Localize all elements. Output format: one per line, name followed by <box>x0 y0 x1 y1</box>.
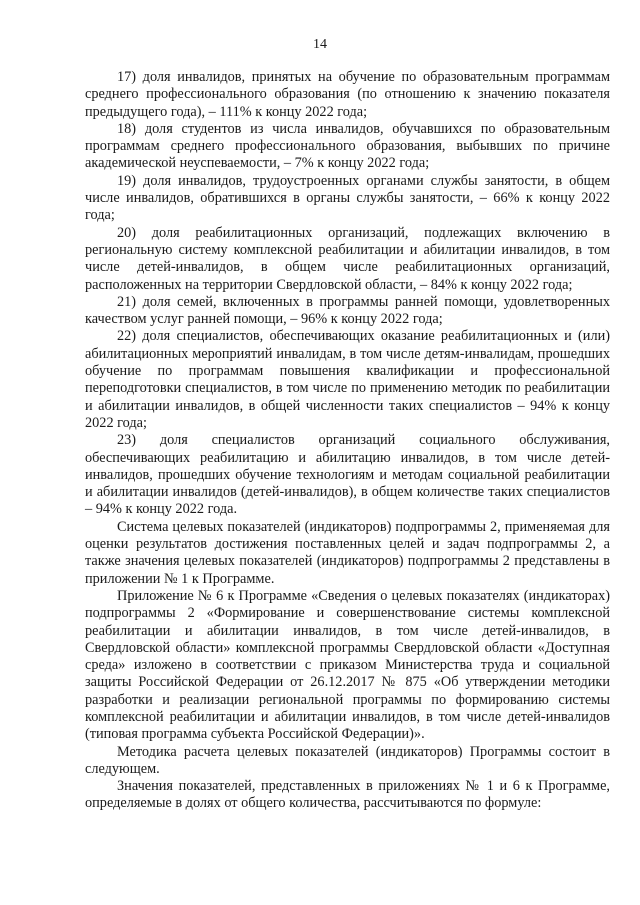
document-body <box>85 69 610 813</box>
paragraph-item-20: 20) доля реабилитационных организаций, подлежащих включению в региональную систему комплексной реабилитации и абилитации инвалидов, в том числе детей-инвалидов, в общем числе реабилитационных организаций, расположенных на территории Свердловской области, – 84% к концу 2022 года; <box>85 224 610 293</box>
paragraph-formula-intro: Значения показателей, представленных в приложениях № 1 и 6 к Программе, определяемые в долях от общего количества, рассчитываются по формуле: <box>85 778 610 812</box>
paragraph-indicator-system: Система целевых показателей (индикаторов) подпрограммы 2, применяемая для оценки результатов достижения поставленных целей и задач подпрограммы 2, а также значения целевых показателей (индикаторов) подпрограммы 2 представлены в приложении № 1 к Программе. <box>85 518 610 587</box>
paragraph-item-18: 18) доля студентов из числа инвалидов, обучавшихся по образовательным программам среднего профессионального образования, выбывших по причине академической неуспеваемости, – 7% к концу 2022 года; <box>85 120 610 172</box>
paragraph-methodology: Методика расчета целевых показателей (индикаторов) Программы состоит в следующем. <box>85 743 610 777</box>
paragraph-item-19: 19) доля инвалидов, трудоустроенных органами службы занятости, в общем числе инвалидов, обратившихся в органы службы занятости, – 66% к концу 2022 года; <box>85 172 610 224</box>
paragraph-item-23: 23) доля специалистов организаций социального обслуживания, обеспечивающих реабилитацию и абилитацию инвалидов, в том числе детей-инвалидов, прошедших обучение технологиям и методам социальной реабилитации и абилитации инвалидов (детей-инвалидов), в общем количестве таких специалистов – 94% к концу 2022 года. <box>85 432 610 518</box>
paragraph-appendix-6: Приложение № 6 к Программе «Сведения о целевых показателях (индикаторах) подпрограммы 2 «Формирование и совершенствование системы комплексной реабилитации и абилитации инвалидов, в том числе детей-инвалидов, в Свердловской области» комплексной программы Свердловской области «Доступная среда» изложено в соответствии с приказом Министерства труда и социальной защиты Российской Федерации от 26.12.2017 № 875 «Об утверждении методики разработки и реализации региональной программы по формированию системы комплексной реабилитации и абилитации инвалидов, в том числе детей-инвалидов (типовая программа субъекта Российской Федерации)». <box>85 587 610 743</box>
paragraph-item-17: 17) доля инвалидов, принятых на обучение по образовательным программам среднего профессионального образования (по отношению к значению показателя предыдущего года), – 111% к концу 2022 года; <box>85 69 610 120</box>
paragraph-item-21: 21) доля семей, включенных в программы ранней помощи, удовлетворенных качеством услуг ранней помощи, – 96% к концу 2022 года; <box>85 293 610 328</box>
paragraph-item-22: 22) доля специалистов, обеспечивающих оказание реабилитационных и (или) абилитационных мероприятий инвалидам, в том числе детям-инвалидам, прошедших обучение по программам повышения квалификации и профессиональной переподготовки специалистов, в том числе по применению методик по реабилитации и абилитации инвалидов, в общей численности таких специалистов – 94% к концу 2022 года; <box>85 328 610 431</box>
page-number: 14 <box>313 37 327 52</box>
